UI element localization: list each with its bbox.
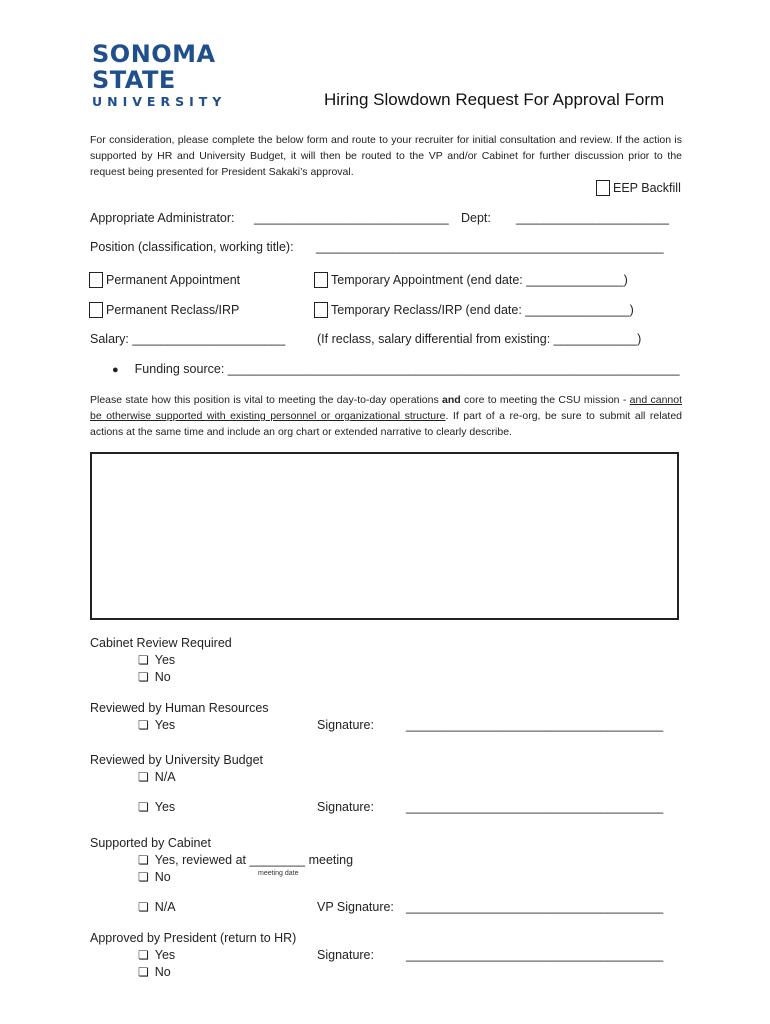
- hr-review-yes[interactable]: ❏ Yes: [138, 718, 176, 732]
- hr-signature-label: Signature:: [317, 718, 374, 732]
- eep-backfill-label: EEP Backfill: [613, 181, 681, 195]
- permanent-appointment-checkbox[interactable]: [89, 272, 103, 288]
- budget-signature-label: Signature:: [317, 800, 374, 814]
- dept-field[interactable]: ______________________: [516, 211, 669, 225]
- budget-review-heading: Reviewed by University Budget: [90, 753, 263, 767]
- cabinet-support-na[interactable]: ❏ N/A: [138, 900, 176, 914]
- cabinet-review-yes[interactable]: ❏ Yes: [138, 653, 176, 667]
- checkbox-icon: ❏: [138, 948, 149, 962]
- president-approval-heading: Approved by President (return to HR): [90, 931, 297, 945]
- checkbox-icon: ❏: [138, 653, 149, 667]
- temporary-reclass-option[interactable]: [314, 302, 634, 318]
- funding-source-field[interactable]: [112, 362, 680, 376]
- checkbox-icon: ❏: [138, 900, 149, 914]
- intro-paragraph: For consideration, please complete the below form and route to your recruiter for initial consultation and review. If the action is supported by HR and University Budget, it will then be routed to the VP and/or Cabinet for further discussion prior to the request being presented for President Sakaki’s approval.: [90, 134, 682, 178]
- checkbox-icon: ❏: [138, 853, 149, 867]
- temporary-appointment-option[interactable]: [314, 272, 628, 288]
- page-title: Hiring Slowdown Request For Approval Form: [324, 90, 665, 109]
- president-signature-label: Signature:: [317, 948, 374, 962]
- cabinet-support-yes[interactable]: ❏ Yes, reviewed at ________ meeting: [138, 853, 354, 867]
- permanent-reclass-checkbox[interactable]: [89, 302, 103, 318]
- bullet-icon: ●: [112, 364, 119, 376]
- temporary-reclass-label: Temporary Reclass/IRP (end date: _______________): [331, 303, 634, 317]
- position-label: Position (classification, working title):: [90, 240, 294, 254]
- checkbox-icon: ❏: [138, 965, 149, 979]
- temporary-reclass-checkbox[interactable]: [314, 302, 328, 318]
- admin-field[interactable]: ____________________________: [254, 211, 449, 225]
- logo-state: STATE: [92, 66, 176, 94]
- budget-review-na[interactable]: ❏ N/A: [138, 770, 176, 784]
- cabinet-support-no[interactable]: ❏ No: [138, 870, 171, 884]
- permanent-reclass-option[interactable]: [89, 302, 239, 318]
- justification-textarea[interactable]: [90, 452, 679, 620]
- checkbox-icon: ❏: [138, 800, 149, 814]
- logo-sonoma: SONOMA: [92, 40, 216, 68]
- position-field[interactable]: __________________________________________________: [316, 240, 664, 254]
- cabinet-review-no[interactable]: ❏ No: [138, 670, 171, 684]
- cabinet-support-heading: Supported by Cabinet: [90, 836, 211, 850]
- dept-label: Dept:: [461, 211, 491, 225]
- president-approval-yes[interactable]: ❏ Yes: [138, 948, 176, 962]
- meeting-date-caption: meeting date: [258, 870, 299, 877]
- vp-signature-field[interactable]: _____________________________________: [406, 900, 664, 914]
- hr-review-heading: Reviewed by Human Resources: [90, 701, 269, 715]
- permanent-appointment-option[interactable]: [89, 272, 240, 288]
- eep-backfill-checkbox[interactable]: [596, 180, 610, 196]
- eep-backfill-option[interactable]: [596, 180, 681, 196]
- checkbox-icon: ❏: [138, 670, 149, 684]
- justification-instructions: Please state how this position is vital to meeting the day-to-day operations and core to meeting the CSU mission - and cannot be otherwise supported with existing personnel or organizational structure. If part of a re-org, be sure to submit all related actions at the same time and include an org chart or extended narrative to clearly describe.: [90, 394, 682, 438]
- hr-signature-field[interactable]: _____________________________________: [406, 718, 664, 732]
- reclass-differential-field[interactable]: (If reclass, salary differential from existing: ____________): [317, 332, 642, 346]
- temporary-appointment-label: Temporary Appointment (end date: ______________): [331, 273, 628, 287]
- cabinet-review-heading: Cabinet Review Required: [90, 636, 232, 650]
- logo-university: UNIVERSITY: [92, 94, 227, 109]
- checkbox-icon: ❏: [138, 770, 149, 784]
- checkbox-icon: ❏: [138, 870, 149, 884]
- salary-field[interactable]: Salary: ______________________: [90, 332, 286, 346]
- vp-signature-label: VP Signature:: [317, 900, 394, 914]
- budget-signature-field[interactable]: _____________________________________: [406, 800, 664, 814]
- permanent-appointment-label: Permanent Appointment: [106, 273, 241, 287]
- permanent-reclass-label: Permanent Reclass/IRP: [106, 303, 240, 317]
- temporary-appointment-checkbox[interactable]: [314, 272, 328, 288]
- budget-review-yes[interactable]: ❏ Yes: [138, 800, 176, 814]
- funding-source-label: Funding source: _________________________________________________________________: [134, 362, 680, 376]
- admin-label: Appropriate Administrator:: [90, 211, 235, 225]
- president-approval-no[interactable]: ❏ No: [138, 965, 171, 979]
- checkbox-icon: ❏: [138, 718, 149, 732]
- president-signature-field[interactable]: _____________________________________: [406, 948, 664, 962]
